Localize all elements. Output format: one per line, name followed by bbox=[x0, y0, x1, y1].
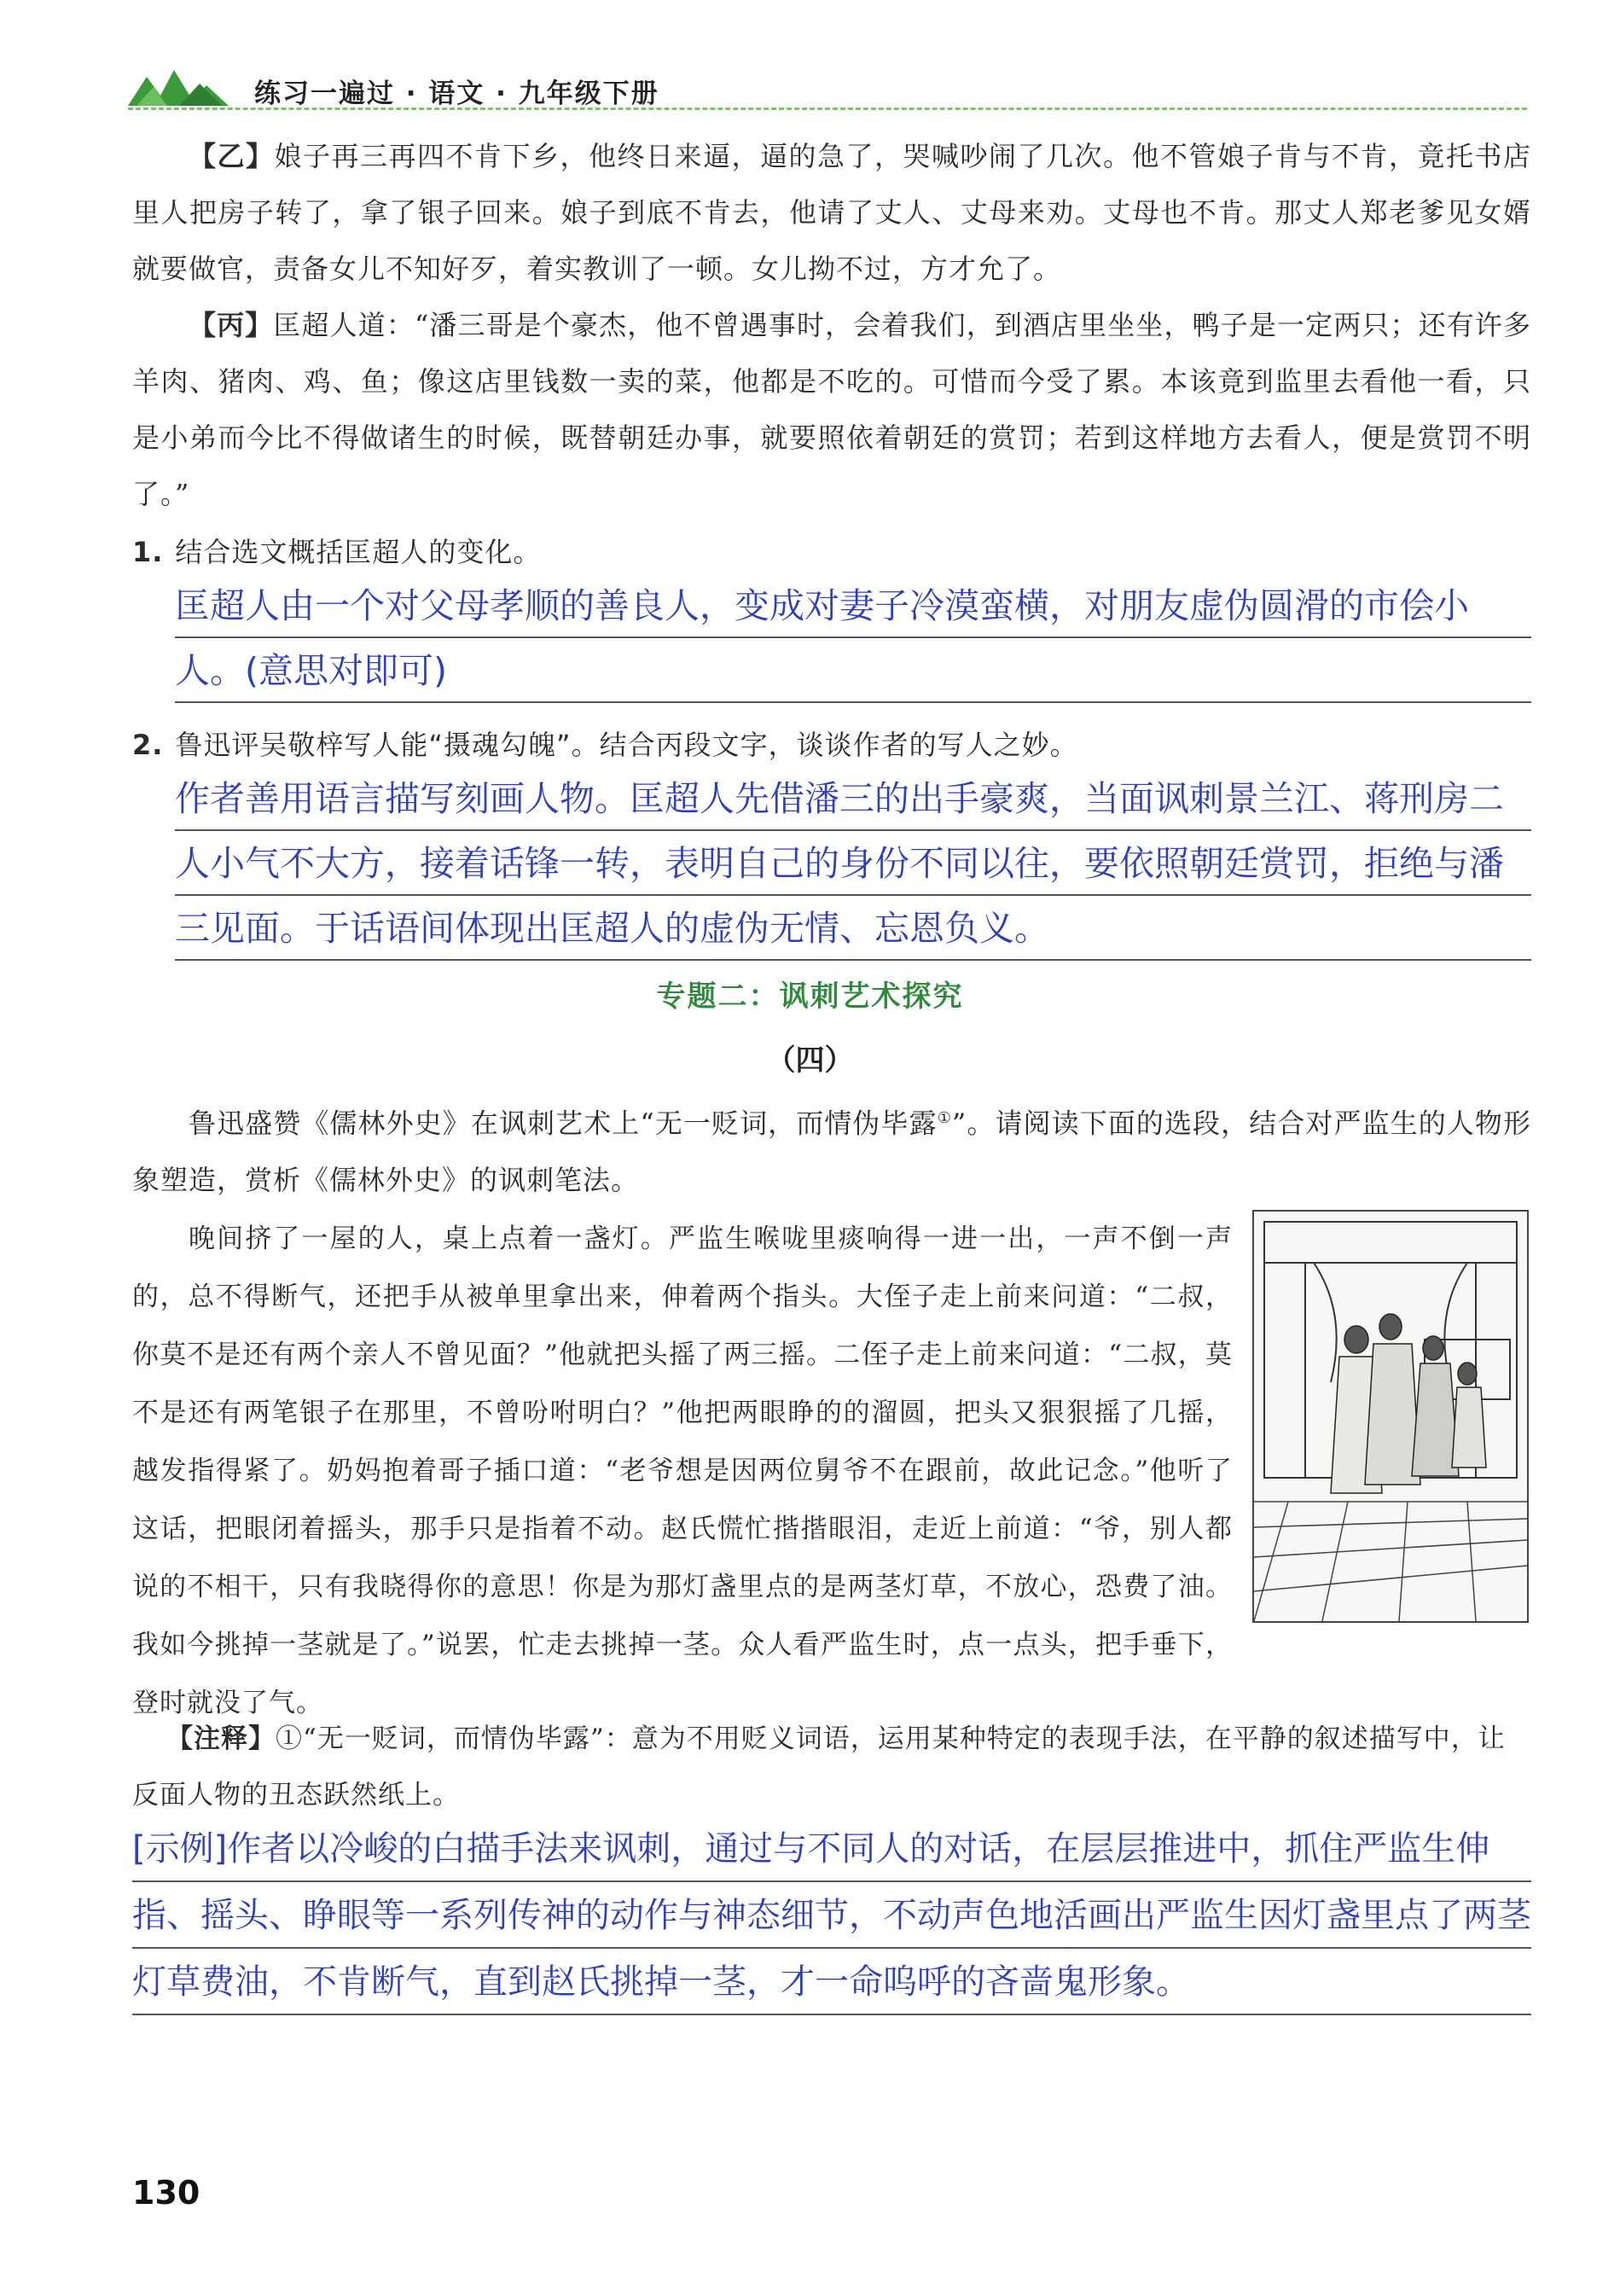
header-title: 练习一遍过 · 语文 · 九年级下册 bbox=[254, 78, 659, 109]
question-2 bbox=[132, 724, 1531, 766]
question-1-text: 结合选文概括匡超人的变化。 bbox=[175, 536, 542, 568]
page-number: 130 bbox=[132, 2174, 200, 2212]
passage-bing-mark: 【丙】 bbox=[189, 309, 274, 341]
passage-yi-text: 娘子再三再四不肯下乡，他终日来逼，逼的急了，哭喊吵闹了几次。他不管娘子肯与不肯，竟托书店里人把房子转了，拿了银子回来。娘子到底不肯去，他请了丈人、丈母来劝。丈母也不肯。那丈人郑老爹见女婿就要做官，责备女儿不知好歹，着实教训了一顿。女儿拗不过，方才允了。 bbox=[132, 140, 1531, 285]
question-2-number: 2. bbox=[132, 729, 164, 761]
header-divider bbox=[128, 108, 1527, 110]
illustration-image bbox=[1252, 1210, 1529, 1623]
passage-yi-mark: 【乙】 bbox=[189, 140, 275, 172]
passage-bing bbox=[132, 297, 1531, 522]
question-1-number: 1. bbox=[132, 536, 164, 568]
prompt-paragraph bbox=[132, 1090, 1531, 1208]
question-2-answer: 作者善用语言描写刻画人物。匡超人先借潘三的出手豪爽，当面讽刺景兰江、蒋刑房二人小气不大方，接着话锋一转，表明自己的身份不同以往，要依照朝廷赏罚，拒绝与潘三见面。于话语间体现出匡超人的虚伪无情、忘恩负义。 bbox=[175, 766, 1531, 961]
question-2-text: 鲁迅评吴敬梓写人能“摄魂勾魄”。结合丙段文字，谈谈作者的写人之妙。 bbox=[175, 729, 1078, 761]
excerpt-paragraph: 晚间挤了一屋的人，桌上点着一盏灯。严监生喉咙里痰响得一进一出，一声不倒一声的，总不得断气，还把手从被单里拿出来，伸着两个指头。大侄子走上前来问道：“二叔，你莫不是还有两个亲人不曾见面？”他就把头摇了两三摇。二侄子走上前来问道：“二叔，莫不是还有两笔银子在那里，不曾吩咐明白？”他把两眼睁的的溜圆，把头又狠狠摇了几摇，越发指得紧了。奶妈抱着哥子插口道：“老爷想是因两位舅爷不在跟前，故此记念。”他听了这话，把眼闭着摇头，那手只是指着不动。赵氏慌忙揩揩眼泪，走近上前道：“爷，别人都说的不相干，只有我晓得你的意思！你是为那灯盏里点的是两茎灯草，不放心，恐费了油。我如今挑掉一茎就是了。”说罢，忙走去挑掉一茎。众人看严监生时，点一点头，把手垂下，登时就没了气。 bbox=[132, 1224, 1233, 1718]
prompt-text-after: ”。请阅读下面的选段，结合对严监生的人物形象塑造，赏析《儒林外史》的讽刺笔法。 bbox=[132, 1107, 1531, 1196]
passage-bing-text: 匡超人道：“潘三哥是个豪杰，他不曾遇事时，会着我们，到酒店里坐坐，鸭子是一定两只；还有许多羊肉、猪肉、鸡、鱼；像这店里钱数一卖的菜，他都是不吃的。可惜而今受了累。本该竟到监里去看他一看，只是小弟而今比不得做诸生的时候，既替朝廷办事，就要照依着朝廷的赏罚；若到这样地方去看人，便是赏罚不明了。” bbox=[132, 309, 1531, 510]
mountain-logo-icon bbox=[128, 67, 239, 108]
page-header bbox=[128, 67, 1527, 109]
question-1 bbox=[132, 531, 1531, 573]
footnote-text: ①“无一贬词，而情伪毕露”：意为不用贬义词语，运用某种特定的表现手法，在平静的叙述描写中，让反面人物的丑态跃然纸上。 bbox=[132, 1723, 1506, 1811]
section-number: （四） bbox=[766, 1043, 854, 1078]
footnote bbox=[132, 1711, 1531, 1823]
topic-title: 专题二：讽刺艺术探究 bbox=[656, 979, 964, 1014]
passage-yi bbox=[132, 128, 1531, 297]
prompt-text-before: 鲁迅盛赞《儒林外史》在讽刺艺术上“无一贬词，而情伪毕露 bbox=[189, 1107, 938, 1140]
question-3-answer: [示例]作者以冷峻的白描手法来讽刺，通过与不同人的对话，在层层推进中，抓住严监生伸指、摇头、睁眼等一系列传神的动作与神态细节，不动声色地活画出严监生因灯盏里点了两茎灯草费油，不肯断气，直到赵氏挑掉一茎，才一命呜呼的吝啬鬼形象。 bbox=[132, 1816, 1531, 2015]
question-1-answer: 匡超人由一个对父母孝顺的善良人，变成对妻子冷漠蛮横，对朋友虚伪圆滑的市侩小人。(意思对即可) bbox=[175, 573, 1531, 703]
footnote-marker: ① bbox=[937, 1109, 952, 1127]
footnote-mark: 【注释】 bbox=[166, 1723, 276, 1754]
